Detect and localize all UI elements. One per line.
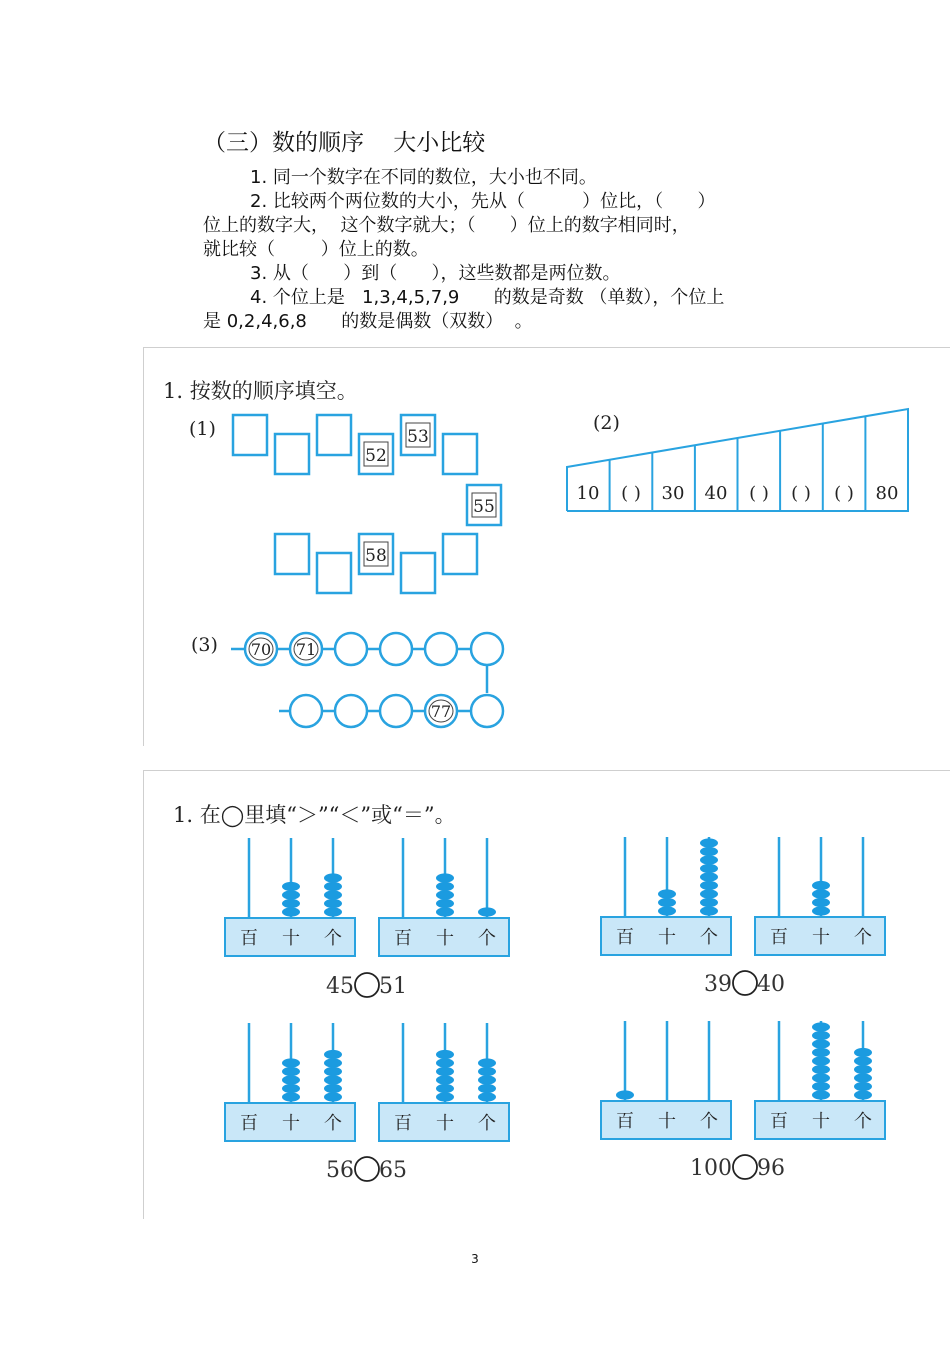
note-line-2: 2. 比较两个两位数的大小，先从（ ）位比，（ ） bbox=[250, 191, 716, 212]
abacus-bead bbox=[324, 1050, 342, 1059]
abacus-bead bbox=[854, 1048, 872, 1057]
abacus bbox=[225, 1023, 355, 1141]
stair-cell-blank[interactable]: ( ) bbox=[621, 483, 641, 504]
abacus-bead bbox=[282, 1084, 300, 1093]
abacus-bead bbox=[700, 847, 718, 856]
comparison-circle[interactable] bbox=[733, 971, 757, 995]
place-label: 个 bbox=[854, 1111, 872, 1132]
abacus-bead bbox=[478, 1058, 496, 1067]
abacus-bead bbox=[282, 907, 300, 916]
abacus-bead bbox=[854, 1073, 872, 1082]
abacus-bead bbox=[812, 1065, 830, 1074]
comparison-left: 39 bbox=[704, 972, 732, 997]
abacus-bead bbox=[324, 899, 342, 908]
abacus-bead bbox=[700, 889, 718, 898]
place-label: 十 bbox=[812, 927, 830, 948]
stair-cell-blank[interactable]: ( ) bbox=[791, 483, 811, 504]
abacus bbox=[755, 1021, 885, 1139]
abacus-bead bbox=[812, 1090, 830, 1099]
place-label: 百 bbox=[616, 927, 634, 948]
abacus-bead bbox=[658, 898, 676, 907]
sequence-box[interactable] bbox=[275, 534, 309, 574]
abacus-bead bbox=[436, 882, 454, 891]
abacus-bead bbox=[436, 873, 454, 882]
note-line-4: 就比较（ ）位上的数。 bbox=[203, 239, 429, 260]
place-label: 个 bbox=[700, 1111, 718, 1132]
note-line-7: 是 0,2,4,6,8 的数是偶数（双数） 。 bbox=[203, 311, 533, 332]
chain-circle[interactable] bbox=[471, 695, 503, 727]
abacus bbox=[379, 838, 509, 956]
place-label: 十 bbox=[282, 928, 300, 949]
abacus-bead bbox=[436, 1092, 454, 1101]
part2-label: (2) bbox=[593, 412, 620, 434]
abacus-group bbox=[225, 837, 885, 1141]
abacus-bead bbox=[812, 889, 830, 898]
abacus-bead bbox=[700, 838, 718, 847]
abacus-bead bbox=[436, 1075, 454, 1084]
abacus-bead bbox=[282, 1067, 300, 1076]
abacus-bead bbox=[324, 1084, 342, 1093]
abacus-bead bbox=[282, 1075, 300, 1084]
exercise-2-panel bbox=[143, 770, 950, 1219]
part3-label: (3) bbox=[191, 634, 218, 656]
place-label: 个 bbox=[324, 1113, 342, 1134]
place-label: 百 bbox=[240, 928, 258, 949]
stair-cell-blank[interactable]: ( ) bbox=[749, 483, 769, 504]
abacus-bead bbox=[478, 1092, 496, 1101]
abacus-bead bbox=[324, 1058, 342, 1067]
sequence-box[interactable] bbox=[443, 434, 477, 474]
place-label: 百 bbox=[240, 1113, 258, 1134]
chain-circle[interactable] bbox=[380, 633, 412, 665]
abacus-bead bbox=[436, 907, 454, 916]
exercise-2-title: 1. 在◯里填“＞”“＜”或“＝”。 bbox=[173, 803, 456, 827]
abacus-bead bbox=[324, 882, 342, 891]
abacus-bead bbox=[700, 906, 718, 915]
comparison-circle[interactable] bbox=[355, 1157, 379, 1181]
number-58: 58 bbox=[365, 546, 387, 566]
place-label: 个 bbox=[478, 1113, 496, 1134]
chain-circle[interactable] bbox=[335, 633, 367, 665]
exercise-1-panel bbox=[143, 347, 950, 746]
abacus-bead bbox=[282, 1058, 300, 1067]
comparison-left: 100 bbox=[690, 1156, 732, 1181]
abacus-bead bbox=[478, 907, 496, 916]
chain-number-70: 70 bbox=[250, 640, 272, 659]
place-label: 个 bbox=[854, 927, 872, 948]
part1-label: (1) bbox=[189, 418, 216, 440]
place-label: 个 bbox=[324, 928, 342, 949]
chain-circle[interactable] bbox=[335, 695, 367, 727]
abacus-bead bbox=[324, 890, 342, 899]
note-line-5: 3. 从（ ）到（ ），这些数都是两位数。 bbox=[250, 263, 621, 284]
abacus-bead bbox=[324, 907, 342, 916]
abacus-bead bbox=[812, 881, 830, 890]
number-55: 55 bbox=[473, 497, 495, 517]
place-label: 十 bbox=[658, 927, 676, 948]
place-label: 十 bbox=[282, 1113, 300, 1134]
comparison-right: 65 bbox=[379, 1158, 407, 1183]
chain-circle[interactable] bbox=[471, 633, 503, 665]
abacus-bead bbox=[700, 898, 718, 907]
abacus-bead bbox=[436, 899, 454, 908]
abacus bbox=[379, 1023, 509, 1141]
number-52: 52 bbox=[365, 446, 387, 466]
comparison-circle[interactable] bbox=[733, 1155, 757, 1179]
abacus-bead bbox=[854, 1065, 872, 1074]
place-label: 百 bbox=[616, 1111, 634, 1132]
abacus-bead bbox=[812, 1048, 830, 1057]
abacus-bead bbox=[324, 873, 342, 882]
stair-cell: 10 bbox=[576, 483, 600, 504]
abacus-bead bbox=[324, 1092, 342, 1101]
place-label: 百 bbox=[770, 927, 788, 948]
exercise-1-title: 1. 按数的顺序填空。 bbox=[163, 379, 358, 403]
place-label: 个 bbox=[478, 928, 496, 949]
abacus-bead bbox=[854, 1056, 872, 1065]
abacus-bead bbox=[812, 1082, 830, 1091]
abacus-bead bbox=[478, 1075, 496, 1084]
abacus-bead bbox=[854, 1082, 872, 1091]
abacus-bead bbox=[282, 1092, 300, 1101]
abacus-bead bbox=[436, 1084, 454, 1093]
abacus-bead bbox=[658, 906, 676, 915]
chain-circle[interactable] bbox=[290, 695, 322, 727]
place-label: 个 bbox=[700, 927, 718, 948]
comparison-left: 45 bbox=[326, 974, 354, 999]
page-number: 3 bbox=[471, 1252, 479, 1266]
comparison-right: 40 bbox=[757, 972, 785, 997]
abacus-bead bbox=[812, 1073, 830, 1082]
chain-circle[interactable] bbox=[425, 633, 457, 665]
sequence-box[interactable] bbox=[317, 553, 351, 593]
place-label: 百 bbox=[394, 928, 412, 949]
abacus-bead bbox=[812, 898, 830, 907]
abacus-bead bbox=[700, 881, 718, 890]
abacus-bead bbox=[282, 882, 300, 891]
abacus-bead bbox=[812, 906, 830, 915]
stair-cell: 40 bbox=[704, 483, 728, 504]
chain-number-71: 71 bbox=[295, 640, 317, 659]
abacus bbox=[755, 837, 885, 955]
sequence-box[interactable] bbox=[401, 553, 435, 593]
sequence-box[interactable] bbox=[233, 415, 267, 455]
abacus-bead bbox=[282, 890, 300, 899]
place-label: 十 bbox=[436, 928, 454, 949]
place-label: 十 bbox=[812, 1111, 830, 1132]
abacus-bead bbox=[658, 889, 676, 898]
place-label: 十 bbox=[436, 1113, 454, 1134]
abacus bbox=[601, 1021, 731, 1139]
abacus-bead bbox=[282, 899, 300, 908]
abacus bbox=[225, 838, 355, 956]
sequence-box[interactable] bbox=[443, 534, 477, 574]
abacus-bead bbox=[854, 1090, 872, 1099]
comparison-right: 96 bbox=[757, 1156, 785, 1181]
comparison-circle[interactable] bbox=[355, 973, 379, 997]
abacus-bead bbox=[324, 1075, 342, 1084]
exercise-1-figure bbox=[144, 348, 950, 746]
stair-cell: 80 bbox=[875, 483, 899, 504]
exercise-2-figure bbox=[144, 771, 950, 1219]
abacus-bead bbox=[436, 890, 454, 899]
abacus-bead bbox=[812, 1031, 830, 1040]
chain-number-77: 77 bbox=[430, 702, 452, 721]
place-label: 百 bbox=[770, 1111, 788, 1132]
stair-cell: 30 bbox=[661, 483, 685, 504]
abacus-bead bbox=[616, 1090, 634, 1099]
section-title: （三）数的顺序 大小比较 bbox=[203, 130, 486, 156]
abacus-bead bbox=[700, 864, 718, 873]
chain-circle[interactable] bbox=[380, 695, 412, 727]
abacus-bead bbox=[436, 1050, 454, 1059]
sequence-box[interactable] bbox=[317, 415, 351, 455]
note-line-3: 位上的数字大， 这个数字就大；（ ）位上的数字相同时， bbox=[203, 215, 690, 236]
comparison-right: 51 bbox=[379, 974, 407, 999]
note-line-1: 1. 同一个数字在不同的数位，大小也不同。 bbox=[250, 167, 597, 188]
abacus-bead bbox=[324, 1067, 342, 1076]
number-53: 53 bbox=[407, 427, 429, 447]
note-line-6: 4. 个位上是 1,3,4,5,7,9 的数是奇数 （单数），个位上 bbox=[250, 287, 725, 308]
abacus-bead bbox=[478, 1067, 496, 1076]
abacus bbox=[601, 837, 731, 955]
place-label: 百 bbox=[394, 1113, 412, 1134]
abacus-bead bbox=[812, 1039, 830, 1048]
sequence-box[interactable] bbox=[275, 434, 309, 474]
abacus-bead bbox=[700, 855, 718, 864]
abacus-bead bbox=[812, 1056, 830, 1065]
comparison-left: 56 bbox=[326, 1158, 354, 1183]
abacus-bead bbox=[478, 1084, 496, 1093]
place-label: 十 bbox=[658, 1111, 676, 1132]
abacus-bead bbox=[812, 1022, 830, 1031]
abacus-bead bbox=[436, 1058, 454, 1067]
abacus-bead bbox=[436, 1067, 454, 1076]
abacus-bead bbox=[700, 872, 718, 881]
stair-cell-blank[interactable]: ( ) bbox=[834, 483, 854, 504]
